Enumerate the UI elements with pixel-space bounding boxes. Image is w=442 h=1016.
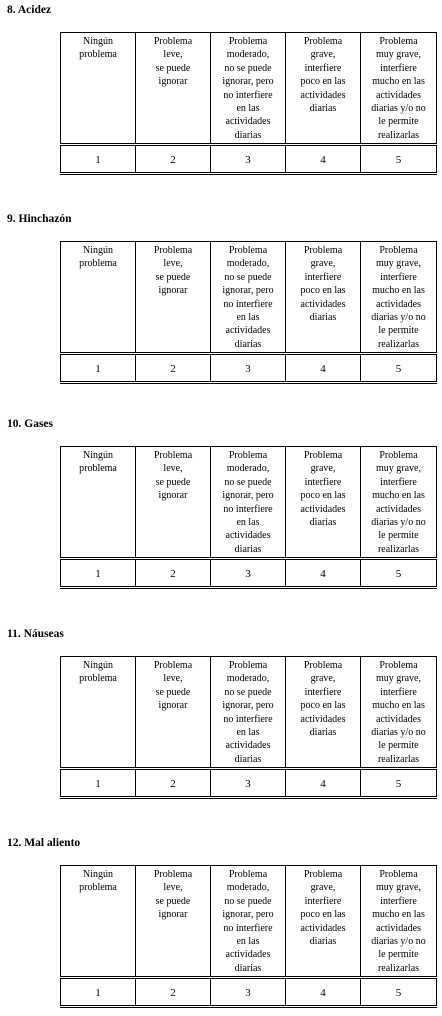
question-title: 12. Mal aliento	[7, 837, 81, 849]
scale-value-option[interactable]: 2	[136, 773, 211, 798]
scale-value-row[interactable]	[61, 982, 437, 1007]
scale-description-cell	[211, 242, 286, 354]
scale-description-cell	[136, 242, 211, 354]
scale-description-row	[61, 242, 437, 354]
scale-description-row	[61, 866, 437, 978]
scale-description-cell	[286, 447, 361, 559]
scale-description-cell	[61, 866, 136, 978]
scale-description-cell	[61, 447, 136, 559]
scale-description-cell	[361, 33, 437, 145]
severity-scale-table	[60, 656, 437, 799]
scale-description-text: Problema moderado, no se puede ignorar, pero no interfiere en las actividades diarias	[222, 245, 274, 350]
scale-value-option[interactable]: 2	[136, 563, 211, 588]
scale-description-cell	[286, 33, 361, 145]
scale-value-option[interactable]: 5	[361, 358, 437, 383]
scale-description-text: Problema muy grave, interfiere mucho en las actividades diarias y/o no le permite realizarlas	[371, 36, 426, 141]
question-section	[0, 627, 442, 807]
scale-description-cell	[136, 866, 211, 978]
severity-scale-table	[60, 32, 437, 175]
scale-description-row	[61, 33, 437, 145]
scale-value-option[interactable]: 1	[61, 149, 136, 174]
scale-description-text: Problema grave, interfiere poco en las actividades diarias	[300, 245, 346, 324]
scale-description-cell	[361, 447, 437, 559]
scale-value-option[interactable]: 5	[361, 982, 437, 1007]
scale-value-option[interactable]: 4	[286, 982, 361, 1007]
scale-value-row[interactable]	[61, 149, 437, 174]
scale-value-option[interactable]: 3	[211, 982, 286, 1007]
scale-description-text: Problema moderado, no se puede ignorar, pero no interfiere en las actividades diarias	[222, 36, 274, 141]
scale-value-option[interactable]: 4	[286, 149, 361, 174]
question-section	[0, 836, 442, 1016]
scale-description-row	[61, 657, 437, 769]
scale-description-cell	[286, 866, 361, 978]
scale-description-cell	[211, 447, 286, 559]
scale-description-cell	[286, 657, 361, 769]
scale-description-cell	[211, 657, 286, 769]
severity-scale-table	[60, 241, 437, 384]
scale-description-text: Ningún problema	[79, 450, 117, 475]
scale-description-text: Problema grave, interfiere poco en las actividades diarias	[300, 36, 346, 115]
scale-description-text: Problema grave, interfiere poco en las actividades diarias	[300, 450, 346, 529]
question-section	[0, 3, 442, 183]
question-title: 8. Acidez	[7, 4, 52, 16]
question-title: 9. Hinchazón	[7, 213, 72, 225]
scale-value-option[interactable]: 3	[211, 149, 286, 174]
severity-scale-table	[60, 865, 437, 1008]
question-section	[0, 417, 442, 597]
scale-description-text: Ningún problema	[79, 245, 117, 270]
scale-description-text: Problema moderado, no se puede ignorar, pero no interfiere en las actividades diarias	[222, 660, 274, 765]
scale-value-option[interactable]: 1	[61, 358, 136, 383]
scale-description-cell	[61, 33, 136, 145]
scale-value-option[interactable]: 4	[286, 773, 361, 798]
scale-description-text: Problema moderado, no se puede ignorar, pero no interfiere en las actividades diarias	[222, 869, 274, 974]
question-title: 11. Náuseas	[7, 628, 64, 640]
scale-description-row	[61, 447, 437, 559]
scale-description-cell	[361, 242, 437, 354]
scale-description-cell	[211, 33, 286, 145]
severity-scale-table	[60, 446, 437, 589]
scale-description-text: Ningún problema	[79, 869, 117, 894]
scale-description-text: Problema moderado, no se puede ignorar, pero no interfiere en las actividades diarias	[222, 450, 274, 555]
scale-value-option[interactable]: 3	[211, 358, 286, 383]
scale-value-option[interactable]: 1	[61, 563, 136, 588]
scale-description-cell	[61, 242, 136, 354]
scale-description-text: Problema leve, se puede ignorar	[153, 36, 193, 88]
scale-description-text: Problema leve, se puede ignorar	[153, 450, 193, 502]
scale-description-text: Ningún problema	[79, 660, 117, 685]
scale-description-text: Problema leve, se puede ignorar	[153, 660, 193, 712]
scale-value-option[interactable]: 1	[61, 773, 136, 798]
scale-value-option[interactable]: 5	[361, 773, 437, 798]
scale-value-option[interactable]: 2	[136, 358, 211, 383]
scale-description-cell	[211, 866, 286, 978]
scale-value-option[interactable]: 2	[136, 149, 211, 174]
scale-description-cell	[286, 242, 361, 354]
scale-value-option[interactable]: 4	[286, 563, 361, 588]
scale-description-text: Problema muy grave, interfiere mucho en las actividades diarias y/o no le permite realizarlas	[371, 660, 426, 765]
scale-value-option[interactable]: 4	[286, 358, 361, 383]
scale-value-option[interactable]: 3	[211, 773, 286, 798]
scale-description-text: Ningún problema	[79, 36, 117, 61]
scale-description-text: Problema muy grave, interfiere mucho en las actividades diarias y/o no le permite realizarlas	[371, 450, 426, 555]
scale-description-text: Problema muy grave, interfiere mucho en las actividades diarias y/o no le permite realizarlas	[371, 245, 426, 350]
question-section	[0, 212, 442, 392]
scale-value-row[interactable]	[61, 773, 437, 798]
scale-value-row[interactable]	[61, 563, 437, 588]
question-title: 10. Gases	[7, 418, 53, 430]
scale-description-cell	[136, 33, 211, 145]
scale-value-option[interactable]: 3	[211, 563, 286, 588]
scale-value-option[interactable]: 1	[61, 982, 136, 1007]
scale-description-cell	[361, 657, 437, 769]
scale-description-cell	[61, 657, 136, 769]
scale-description-cell	[136, 447, 211, 559]
scale-description-text: Problema leve, se puede ignorar	[153, 245, 193, 297]
scale-value-option[interactable]: 5	[361, 149, 437, 174]
scale-value-option[interactable]: 5	[361, 563, 437, 588]
scale-description-text: Problema muy grave, interfiere mucho en las actividades diarias y/o no le permite realizarlas	[371, 869, 426, 974]
scale-description-text: Problema grave, interfiere poco en las actividades diarias	[300, 660, 346, 739]
scale-description-cell	[136, 657, 211, 769]
scale-value-row[interactable]	[61, 358, 437, 383]
scale-description-cell	[361, 866, 437, 978]
scale-description-text: Problema leve, se puede ignorar	[153, 869, 193, 921]
scale-description-text: Problema grave, interfiere poco en las actividades diarias	[300, 869, 346, 948]
scale-value-option[interactable]: 2	[136, 982, 211, 1007]
